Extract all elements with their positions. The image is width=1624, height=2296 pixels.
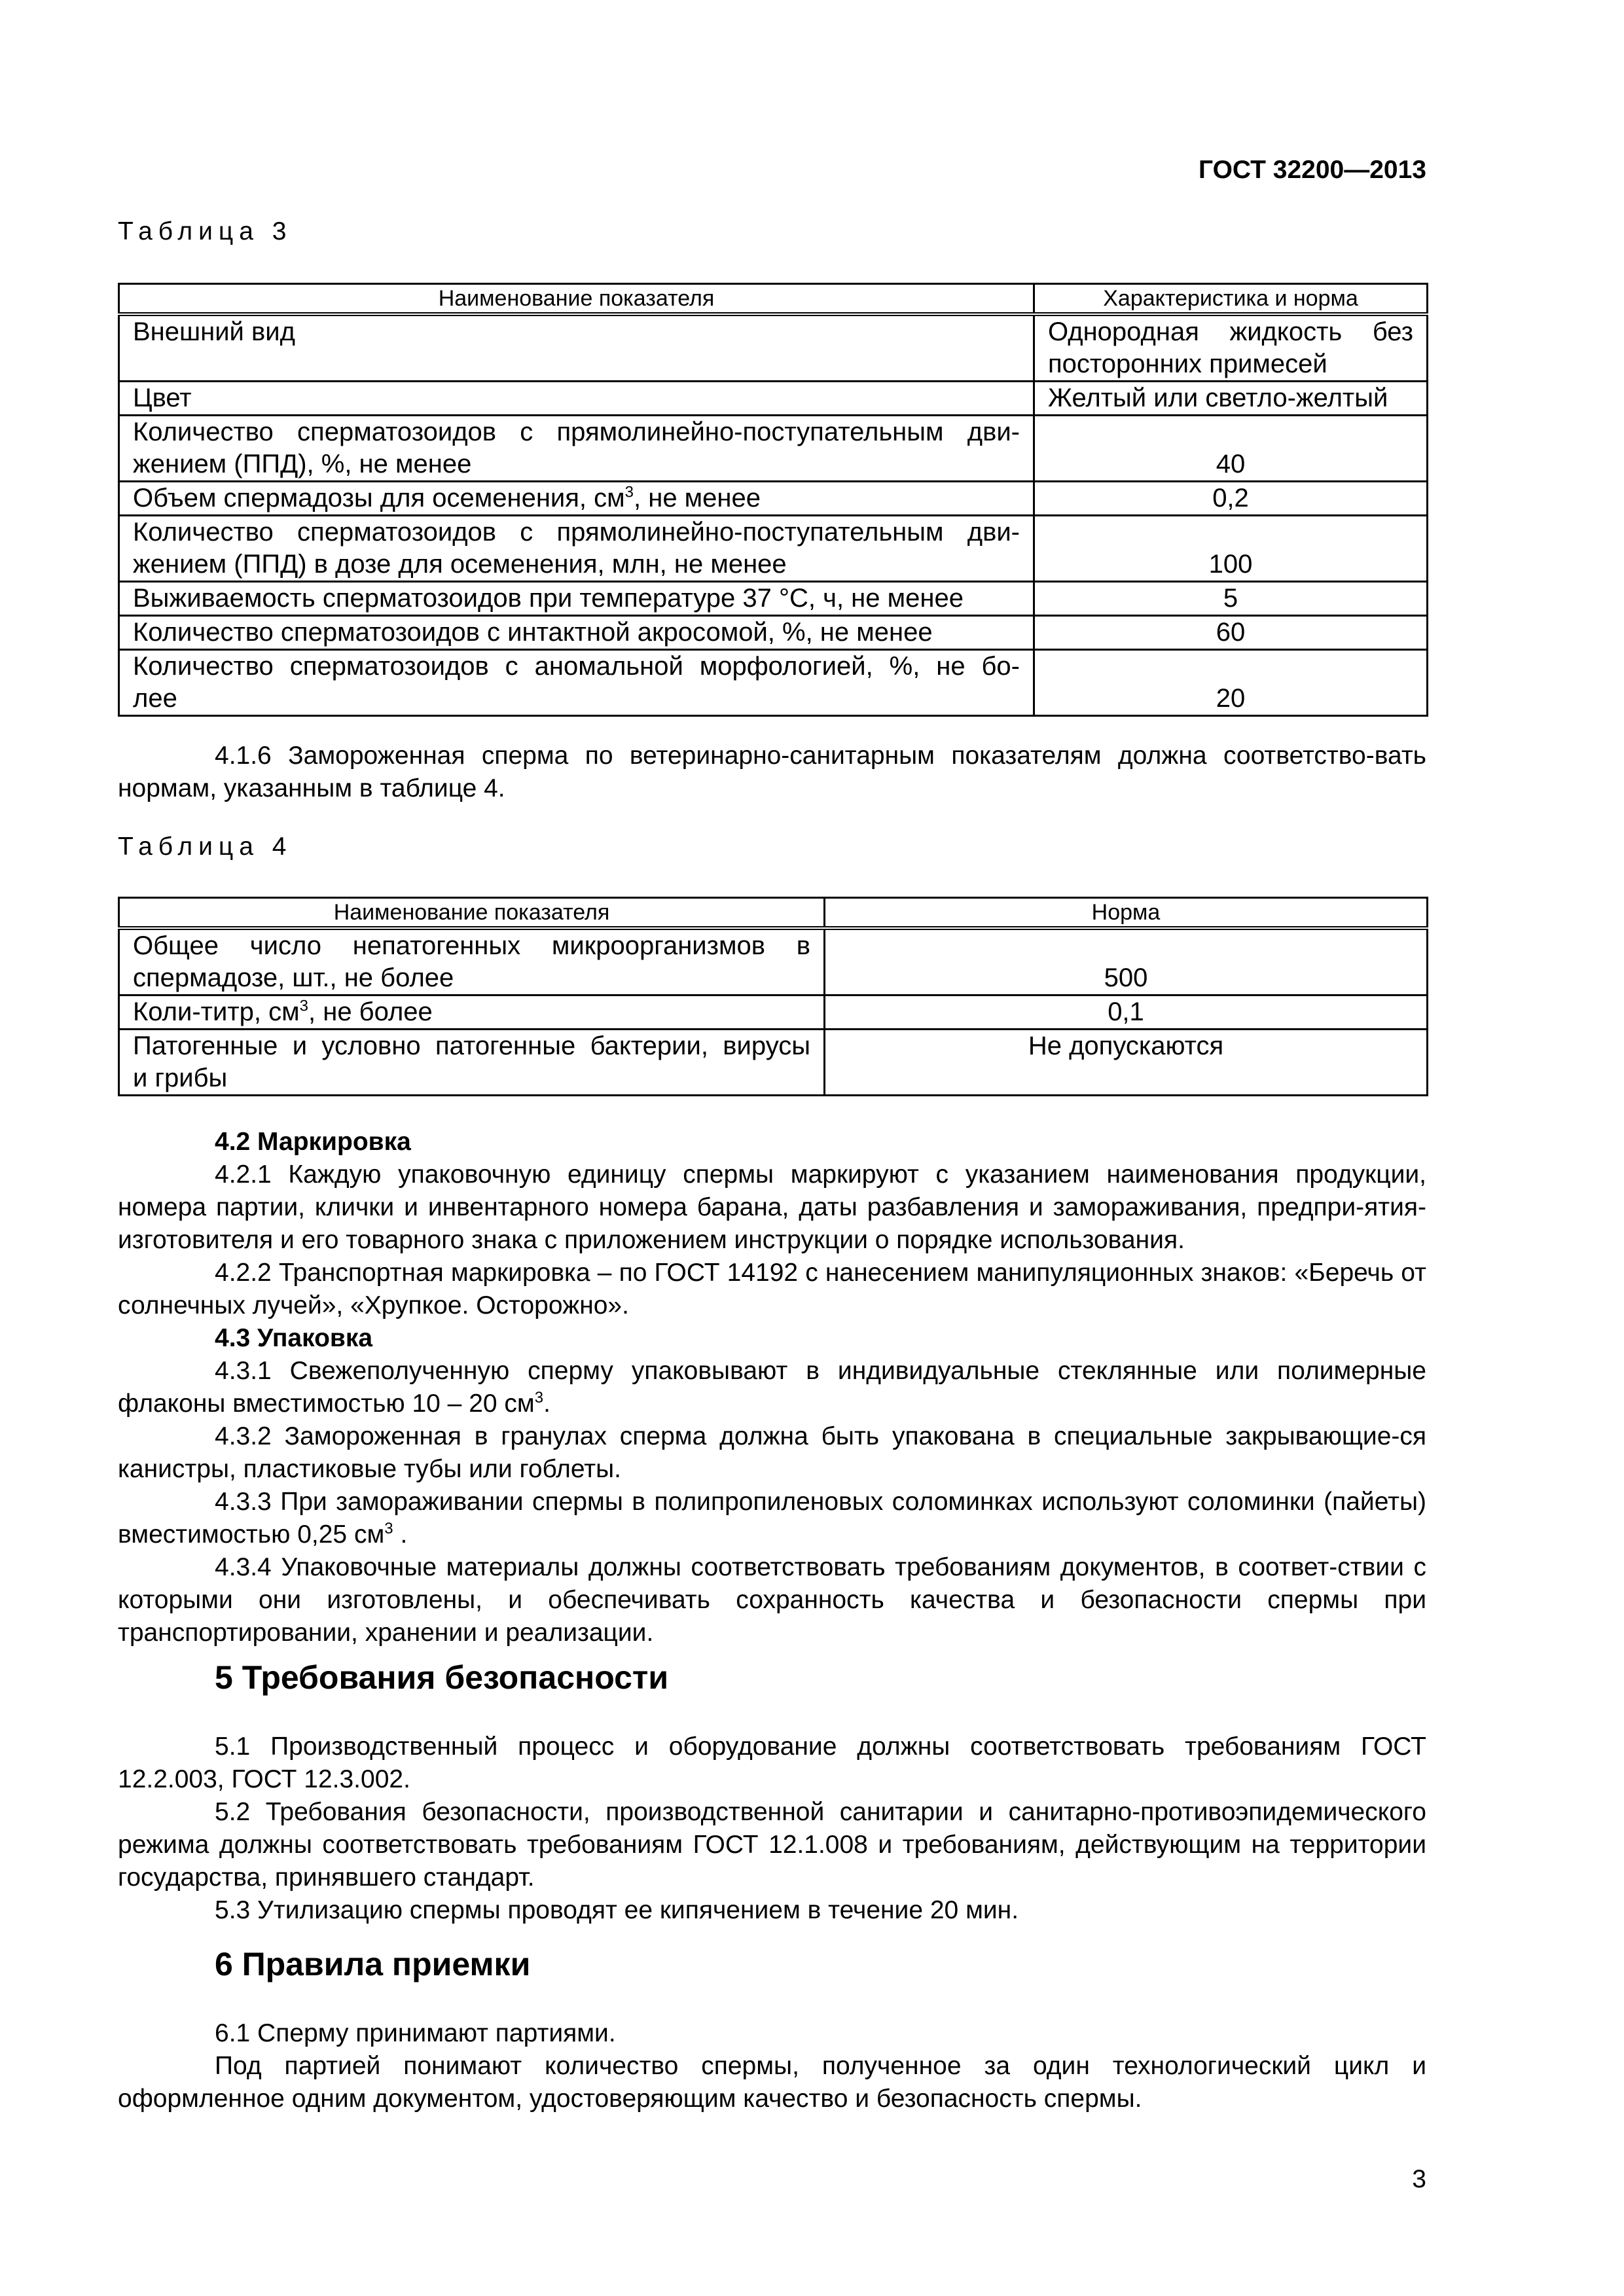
name-line: Патогенные и условно патогенные бактерии, вирусы bbox=[133, 1031, 810, 1060]
indicator-value: 500 bbox=[825, 928, 1428, 996]
superscript: 3 bbox=[299, 997, 308, 1015]
table-row bbox=[119, 650, 1428, 716]
sections-4-2-4-3 bbox=[118, 1126, 1426, 1649]
section-6-title: 6 Правила приемки bbox=[215, 1946, 531, 1982]
paragraph: 4.1.6 Замороженная сперма по ветеринарно-санитарным показателям должна соответство-вать нормам, указанным в таблице 4. bbox=[118, 742, 1426, 802]
table-row bbox=[119, 314, 1428, 382]
section-5-body bbox=[118, 1731, 1426, 1927]
indicator-name bbox=[119, 482, 1034, 516]
paragraph: 4.2.1 Каждую упаковочную единицу спермы маркируют с указанием наименования продукции, номера партии, клички и инвентарного номера барана, даты разбавления и замораживания, предпри-ятия-изготовителя и его товарного знака с приложением инструкции о порядке использования. bbox=[118, 1160, 1426, 1254]
paragraph: 4.3.4 Упаковочные материалы должны соответствовать требованиям документов, в соответ-ствии с которыми они изготовлены, и обеспечивать сохранность качества и безопасности спермы при транспортировании, хранении и реализации. bbox=[118, 1553, 1426, 1647]
table3 bbox=[118, 283, 1428, 717]
name-line: и грибы bbox=[133, 1064, 228, 1092]
name-line: Общее число непатогенных микроорганизмов в bbox=[133, 931, 810, 960]
name-text: , не более bbox=[308, 997, 433, 1026]
section-5-title: 5 Требования безопасности bbox=[215, 1659, 669, 1696]
column-header: Норма bbox=[825, 898, 1428, 929]
section-6-body bbox=[118, 2017, 1426, 2115]
indicator-name: Цвет bbox=[119, 382, 1034, 416]
column-header: Наименование показателя bbox=[119, 284, 1034, 315]
name-line: жением (ППД), %, не менее bbox=[133, 450, 472, 478]
paragraph: 5.1 Производственный процесс и оборудование должны соответствовать требованиям ГОСТ 12.2.003, ГОСТ 12.3.002. bbox=[118, 1732, 1426, 1793]
page-number: 3 bbox=[1412, 2165, 1426, 2193]
paragraph: 4.2.2 Транспортная маркировка – по ГОСТ 14192 с нанесением манипуляционных знаков: «Беречь от солнечных лучей», «Хрупкое. Осторожно». bbox=[118, 1259, 1426, 1319]
column-header: Характеристика и норма bbox=[1034, 284, 1428, 315]
table-row bbox=[119, 382, 1428, 416]
indicator-value: Желтый или светло-желтый bbox=[1034, 382, 1428, 416]
indicator-value: 100 bbox=[1034, 516, 1428, 582]
name-line: Количество сперматозоидов с прямолинейно-поступательным дви- bbox=[133, 418, 1020, 446]
name-line: лее bbox=[133, 684, 177, 713]
table-row bbox=[119, 1030, 1428, 1096]
table-row bbox=[119, 482, 1428, 516]
indicator-value: 0,1 bbox=[825, 996, 1428, 1030]
superscript: 3 bbox=[624, 483, 634, 501]
table4 bbox=[118, 897, 1428, 1096]
table-row bbox=[119, 996, 1428, 1030]
paragraph-text: . bbox=[543, 1390, 550, 1418]
superscript: 3 bbox=[534, 1389, 544, 1407]
table-row bbox=[119, 416, 1428, 482]
subsection-title: 4.2 Маркировка bbox=[215, 1128, 411, 1156]
table-row bbox=[119, 516, 1428, 582]
indicator-name bbox=[119, 1030, 825, 1096]
paragraph-4-1-6-block bbox=[118, 740, 1426, 805]
indicator-value: 5 bbox=[1034, 582, 1428, 616]
indicator-value: 40 bbox=[1034, 416, 1428, 482]
indicator-name: Выживаемость сперматозоидов при температуре 37 °С, ч, не менее bbox=[119, 582, 1034, 616]
name-line: жением (ППД) в дозе для осеменения, млн, не менее bbox=[133, 550, 787, 579]
paragraph bbox=[118, 1486, 1426, 1551]
paragraph: 6.1 Сперму принимают партиями. bbox=[215, 2019, 616, 2047]
paragraph: Под партией понимают количество спермы, полученное за один технологический цикл и оформленное одним документом, удостоверяющим качество и безопасность спермы. bbox=[118, 2052, 1426, 2113]
indicator-value: 0,2 bbox=[1034, 482, 1428, 516]
name-line: спермадозе, шт., не более bbox=[133, 963, 454, 992]
paragraph: 5.2 Требования безопасности, производственной санитарии и санитарно-противоэпидемического режима должны соответствовать требованиям ГОСТ 12.1.008 и требованиям, действующим на территории государства, принявшего стандарт. bbox=[118, 1798, 1426, 1892]
indicator-value bbox=[1034, 314, 1428, 382]
subsection-title: 4.3 Упаковка bbox=[215, 1324, 373, 1352]
table-header-row bbox=[119, 284, 1428, 315]
table-row bbox=[119, 928, 1428, 996]
superscript: 3 bbox=[384, 1520, 393, 1537]
paragraph: 5.3 Утилизацию спермы проводят ее кипячением в течение 20 мин. bbox=[215, 1896, 1019, 1924]
paragraph: 4.3.2 Замороженная в гранулах сперма должна быть упакована в специальные закрывающие-ся канистры, пластиковые тубы или гоблеты. bbox=[118, 1422, 1426, 1483]
name-text: Объем спермадозы для осеменения, см bbox=[133, 484, 625, 512]
table-row bbox=[119, 616, 1428, 650]
paragraph-text: . bbox=[393, 1520, 408, 1549]
table-row bbox=[119, 582, 1428, 616]
indicator-value: 60 bbox=[1034, 616, 1428, 650]
indicator-value: 20 bbox=[1034, 650, 1428, 716]
indicator-name bbox=[119, 416, 1034, 482]
name-text: , не менее bbox=[634, 484, 761, 512]
table4-caption: Таблица 4 bbox=[118, 833, 293, 861]
value-line: посторонних примесей bbox=[1048, 350, 1327, 378]
name-text: Коли-титр, см bbox=[133, 997, 300, 1026]
name-line: Количество сперматозоидов с прямолинейно-поступательным дви- bbox=[133, 518, 1020, 547]
indicator-value: Не допускаются bbox=[825, 1030, 1428, 1096]
paragraph-text: 4.3.1 Свежеполученную сперму упаковывают в индивидуальные стеклянные или полимерные флаконы вместимостью 10 – 20 см bbox=[118, 1357, 1426, 1418]
indicator-name bbox=[119, 996, 825, 1030]
paragraph bbox=[118, 1355, 1426, 1420]
indicator-name: Количество сперматозоидов с интактной акросомой, %, не менее bbox=[119, 616, 1034, 650]
column-header: Наименование показателя bbox=[119, 898, 825, 929]
indicator-name bbox=[119, 928, 825, 996]
name-line: Количество сперматозоидов с аномальной морфологией, %, не бо- bbox=[133, 652, 1020, 681]
standard-id: ГОСТ 32200—2013 bbox=[1199, 156, 1426, 184]
indicator-name bbox=[119, 650, 1034, 716]
paragraph-text: 4.3.3 При замораживании спермы в полипропиленовых соломинках используют соломинки (пайеты) вместимостью 0,25 см bbox=[118, 1488, 1426, 1549]
indicator-name: Внешний вид bbox=[119, 314, 1034, 382]
table-header-row bbox=[119, 898, 1428, 929]
indicator-name bbox=[119, 516, 1034, 582]
value-line: Однородная жидкость без bbox=[1048, 317, 1413, 346]
table3-caption: Таблица 3 bbox=[118, 217, 293, 245]
